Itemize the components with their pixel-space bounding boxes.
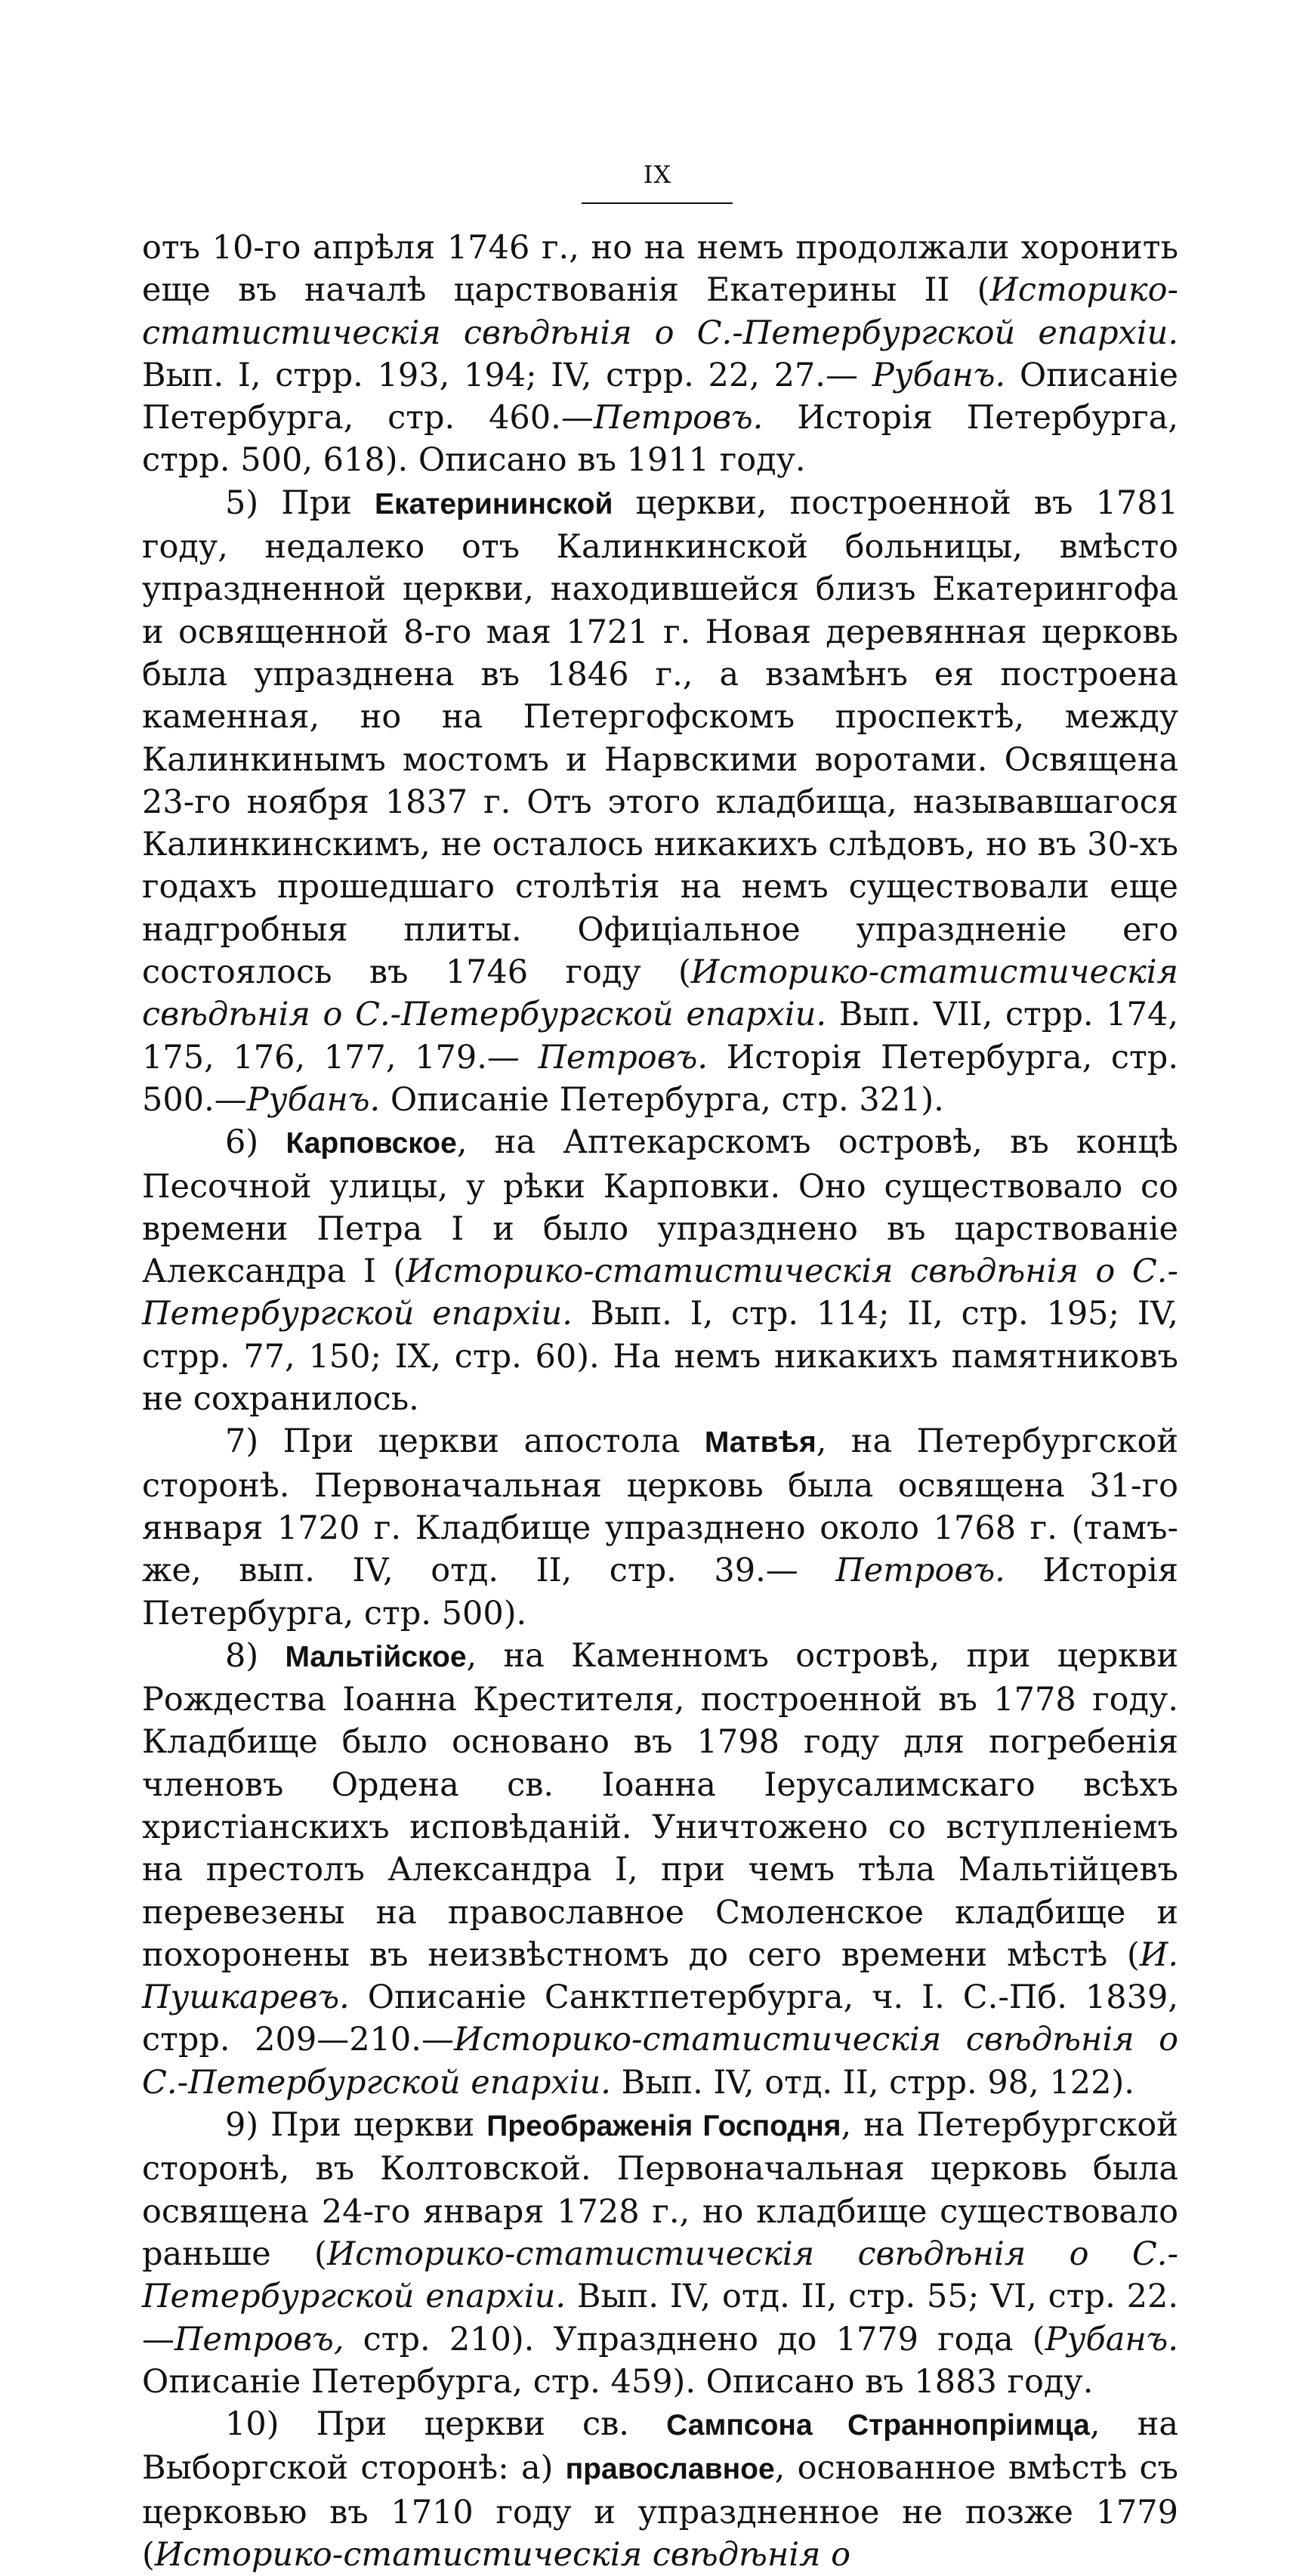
- text-run: Исторія Петербурга, стр. 500.—: [142, 1038, 1178, 1119]
- text-run: Вып. IV, отд. II, стр. 55; VI, стр. 22.—: [142, 2278, 1178, 2358]
- text-run: Описаніе Петербурга, стр. 321).: [380, 1080, 944, 1119]
- italic-citation: Историко-статистическія свѣдѣнія о С.-Петербургской епархіи.: [142, 271, 1178, 352]
- italic-citation: Историко-статистическія свѣдѣнія о С.-Петербургской епархіи.: [142, 1252, 1178, 1333]
- text-run: церкви, построенной въ 1781 году, недалеко отъ Калинкинской больницы, вмѣсто упраздненной церкви, находившейся близъ Екатерингофа и освященной 8-го мая 1721 г. Новая деревянная церковь была упразднена въ 1846 г., а взамѣнъ ея построена каменная, но на Петергофскомъ проспектѣ, между Калинкинымъ мостомъ и Нарвскими воротами. Освящена 23-го ноября 1837 г. Отъ этого кладбища, называвшагося Калинкинскимъ, не осталось никакихъ слѣдовъ, но въ 30-хъ годахъ прошедшаго столѣтія на немъ существовали еще надгробныя плиты. Офиціальное упраздненіе его состоялось въ 1746 году (: [142, 483, 1179, 992]
- paragraph-ekaterininskoe: [142, 482, 1178, 1121]
- text-run: , основанное вмѣстѣ съ церковью въ 1710 году и упраздненное не позже 1779 (: [142, 2449, 1178, 2574]
- text-run: Вып. IV, отд. II, стрр. 98, 122).: [610, 2063, 1134, 2102]
- bold-term: Преображенія Господня: [486, 2110, 841, 2143]
- header-rule: [582, 202, 733, 204]
- italic-citation: Историко-статистическія свѣдѣнія о С.-Петербургской епархіи.: [142, 2235, 1178, 2316]
- text-run: Исторія Петербурга, стр. 500).: [142, 1552, 1178, 1632]
- text-run: , на Выборгской сторонѣ: а): [142, 2405, 1178, 2488]
- text-run: 6): [225, 1123, 286, 1162]
- text-run: Вып. I, стр. 114; II, стр. 195; IV, стрр. 77, 150; IX, стр. 60). На немъ никакихъ памятниковъ не сохранилось.: [142, 1295, 1178, 1419]
- italic-citation: Историко-статистическія свѣдѣнія о: [154, 2536, 851, 2574]
- text-run: Описаніе Петербурга, стр. 460.—: [142, 356, 1178, 437]
- italic-citation: Историко-статистическія свѣдѣнія о С.-Петербургской епархіи.: [142, 953, 1178, 1034]
- paragraph-matveya: [142, 1420, 1178, 1634]
- bold-term: Мальтійское: [285, 1640, 467, 1673]
- bold-term: Карповское: [286, 1127, 457, 1160]
- text-run: Описаніе Петербурга, стр. 459). Описано въ 1883 году.: [142, 2362, 1094, 2401]
- paragraph-continuation: [142, 227, 1178, 482]
- italic-citation: Историко-статистическія свѣдѣнія о С.-Петербургской епархіи.: [142, 2021, 1178, 2102]
- text-run: 8): [225, 1636, 286, 1675]
- bold-term: Екатерининской: [375, 487, 613, 520]
- text-run: Описаніе Санктпетербурга, ч. I. С.-Пб. 1839, стрр. 209—210.—: [142, 1978, 1178, 2059]
- bold-term: Матвѣя: [704, 1426, 816, 1459]
- italic-citation: Рубанъ.: [246, 1080, 381, 1119]
- text-run: Вып. VII, стрр. 174, 175, 176, 177, 179.—: [142, 996, 1178, 1076]
- text-run: 7) При церкви апостола: [225, 1422, 705, 1461]
- text-run: Вып. I, стрр. 193, 194; IV, стрр. 22, 27.—: [142, 356, 872, 394]
- page-number: IX: [643, 160, 672, 189]
- text-run: 5) При: [225, 483, 375, 522]
- paragraph-sampsona: [142, 2403, 1178, 2576]
- text-run: , на Аптекарскомъ островѣ, въ концѣ Песочной улицы, у рѣки Карповки. Оно существовало со времени Петра I и было упразднено въ царствованіе Александра I (: [142, 1123, 1178, 1291]
- bold-term: православное: [565, 2453, 775, 2486]
- italic-citation: Петровъ.: [593, 399, 764, 437]
- italic-citation: Петровъ.: [538, 1038, 708, 1076]
- italic-citation: Петровъ,: [174, 2320, 344, 2358]
- text-run: , на Каменномъ островѣ, при церкви Рождества Іоанна Крестителя, построенной въ 1778 году. Кладбище было основано въ 1798 году для погребенія членовъ Ордена св. Іоанна Іерусалимскаго всѣхъ христіанскихъ исповѣданій. Уничтожено со вступленіемъ на престолъ Александра I, при чемъ тѣла Мальтійцевъ перевезены на православное Смоленское кладбище и похоронены въ неизвѣстномъ до сего времени мѣстѣ (: [142, 1636, 1178, 1974]
- text-run: стр. 210). Упразднено до 1779 года (: [344, 2320, 1045, 2358]
- text-run: , на Петербургской сторонѣ. Первоначальная церковь была освящена 31-го января 1720 г. Кладбище упразднено около 1768 г. (тамъ-же, вып. IV, отд. II, стр. 39.—: [142, 1422, 1178, 1590]
- text-run: отъ 10-го апрѣля 1746 г., но на немъ продолжали хоронить еще въ началѣ царствованія Екатерины II (: [142, 229, 1178, 310]
- italic-citation: Рубанъ.: [872, 356, 1006, 394]
- italic-citation: Рубанъ.: [1045, 2320, 1178, 2358]
- text-run: 9) При церкви: [225, 2106, 487, 2145]
- bold-term: Сампсона Страннопріимца: [666, 2409, 1090, 2442]
- italic-citation: И. Пушкаревъ.: [142, 1935, 1178, 2017]
- italic-citation: Петровъ.: [835, 1552, 1005, 1590]
- text-run: Исторія Петербурга, стрр. 500, 618). Описано въ 1911 году.: [142, 399, 1178, 480]
- paragraph-karpovskoe: [142, 1121, 1178, 1420]
- body-text: [142, 227, 1178, 2576]
- paragraph-preobrazheniya: [142, 2104, 1178, 2403]
- text-run: , на Петербургской сторонѣ, въ Колтовской. Первоначальная церковь была освящена 24-го января 1728 г., но кладбище существовало раньше (: [142, 2106, 1178, 2273]
- text-run: 10) При церкви св.: [225, 2405, 667, 2444]
- paragraph-maltiyskoe: [142, 1635, 1178, 2104]
